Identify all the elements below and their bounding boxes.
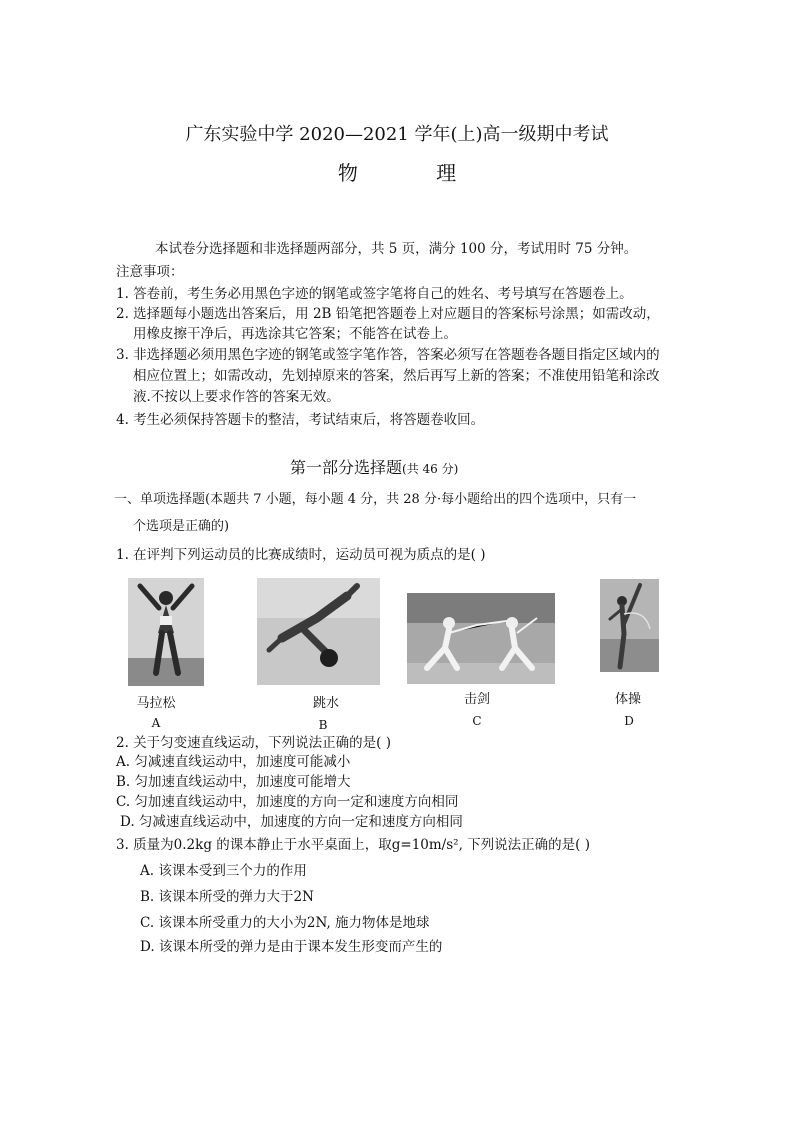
section-title: 第一部分选择题 — [290, 458, 403, 477]
question-1-stem: 1. 在评判下列运动员的比赛成绩时，运动员可视为质点的是( ) — [116, 547, 486, 563]
section-instruction: 一、单项选择题(本题共 7 小题，每小题 4 分，共 28 分·每小题给出的四个选项中，只有一 — [114, 492, 637, 507]
fencing-photo — [407, 593, 555, 684]
option-c-caption: 击剑 — [463, 692, 490, 707]
intro-text: 本试卷分选择题和非选择题两部分，共 5 页，满分 100 分，考试用时 75 分钟。 — [155, 241, 638, 257]
question-2-option-d: D. 匀减速直线运动中，加速度的方向一定和速度方向相同 — [120, 814, 463, 830]
option-d-caption: 体操 — [614, 692, 641, 707]
marathon-runner-photo — [128, 578, 204, 686]
notes-item-3-cont2: 液.不按以上要求作答的答案无效。 — [133, 389, 340, 405]
notes-item-3: 3. 非选择题必须用黑色字迹的钢笔或签字笔作答，答案必须写在答题卷各题目指定区域内的 — [116, 347, 660, 363]
notes-item-2-cont: 用橡皮擦干净后，再选涂其它答案；不能答在试卷上。 — [133, 326, 457, 342]
option-d-letter: D — [624, 714, 634, 728]
option-a-letter: A — [151, 716, 161, 730]
exam-title: 广东实验中学 2020—2021 学年(上)高一级期中考试 — [185, 124, 609, 145]
notes-heading: 注意事项： — [116, 264, 184, 280]
notes-item-3-cont: 相应位置上；如需改动，先划掉原来的答案，然后再写上新的答案；不准使用铅笔和涂改 — [133, 368, 660, 384]
section-instruction-cont: 个选项是正确的) — [133, 519, 230, 534]
question-3-stem: 3. 质量为0.2kg 的课本静止于水平桌面上，取g=10m/s², 下列说法正确的是( ) — [116, 837, 590, 853]
notes-item-1: 1. 答卷前，考生务必用黑色字迹的钢笔或签字笔将自己的姓名、考号填写在答题卷上。 — [116, 286, 633, 302]
option-b-caption: 跳水 — [312, 696, 339, 711]
question-3-option-d: D. 该课本所受的弹力是由于课本发生形变而产生的 — [140, 939, 443, 955]
question-2-stem: 2. 关于匀变速直线运动，下列说法正确的是( ) — [116, 735, 391, 751]
gymnast-photo — [600, 579, 659, 672]
diver-photo — [257, 578, 380, 685]
question-2-option-a: A. 匀减速直线运动中，加速度可能减小 — [116, 754, 351, 770]
notes-item-4: 4. 考生必须保持答题卡的整洁，考试结束后，将答题卷收回。 — [116, 412, 485, 428]
question-3-option-c: C. 该课本所受重力的大小为2N, 施力物体是地球 — [140, 915, 430, 931]
option-b-letter: B — [318, 718, 328, 732]
section-heading — [290, 455, 458, 478]
question-2-option-b: B. 匀加速直线运动中，加速度可能增大 — [116, 774, 351, 790]
question-3-option-a: A. 该课本受到三个力的作用 — [140, 863, 307, 879]
question-2-option-c: C. 匀加速直线运动中，加速度的方向一定和速度方向相同 — [116, 794, 459, 810]
option-c-letter: C — [472, 714, 482, 728]
subject-title: 物 理 — [337, 161, 493, 185]
notes-item-2: 2. 选择题每小题选出答案后，用 2B 铅笔把答题卷上对应题目的答案标号涂黑；如需改动， — [116, 306, 660, 322]
section-score: (共 46 分) — [402, 462, 459, 476]
option-a-caption: 马拉松 — [136, 696, 176, 711]
question-3-option-b: B. 该课本所受的弹力大于2N — [140, 889, 314, 905]
